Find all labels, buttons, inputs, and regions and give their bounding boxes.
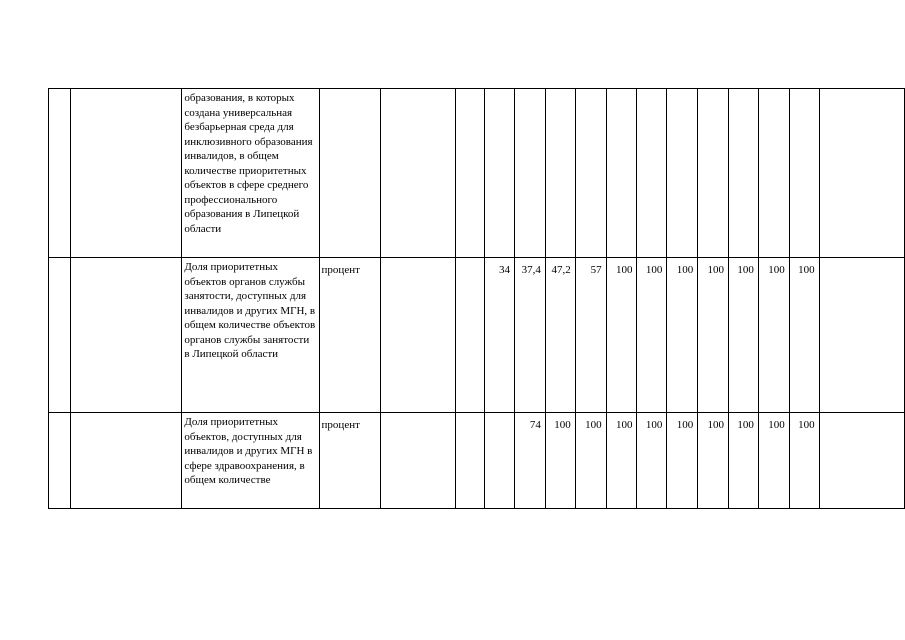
value-cell (381, 258, 456, 413)
value-cell (575, 89, 606, 258)
value-cell (667, 89, 698, 258)
value-cell: 100 (789, 413, 819, 509)
value-cell (758, 89, 789, 258)
table-row (49, 89, 905, 258)
program-cell (70, 258, 182, 413)
value-cell (637, 89, 667, 258)
value-cell: 57 (575, 258, 606, 413)
value-cell: 100 (637, 413, 667, 509)
value-cell (545, 89, 575, 258)
value-cell (455, 413, 485, 509)
value-cell: 74 (514, 413, 545, 509)
value-cell: 100 (729, 413, 759, 509)
value-cell: 100 (606, 413, 637, 509)
value-cell (455, 258, 485, 413)
value-cell (485, 413, 515, 509)
value-cell: 47,2 (545, 258, 575, 413)
value-cell (514, 89, 545, 258)
indicator-name: Доля приоритетных объектов, доступных для инвалидов и других МГН в сфере здравоохранения, в общем количестве (182, 413, 319, 509)
unit-cell (319, 89, 381, 258)
value-cell: 100 (758, 258, 789, 413)
value-cell (455, 89, 485, 258)
unit-cell: процент (319, 413, 381, 509)
value-cell: 100 (789, 258, 819, 413)
program-cell (70, 89, 182, 258)
value-cell (381, 89, 456, 258)
value-cell (819, 89, 904, 258)
value-cell (606, 89, 637, 258)
value-cell (819, 258, 904, 413)
value-cell (789, 89, 819, 258)
table-row (49, 413, 905, 509)
row-number-cell (49, 258, 71, 413)
value-cell: 100 (667, 258, 698, 413)
value-cell (698, 89, 729, 258)
value-cell (729, 89, 759, 258)
value-cell: 100 (545, 413, 575, 509)
value-cell: 100 (606, 258, 637, 413)
unit-cell: процент (319, 258, 381, 413)
value-cell: 100 (729, 258, 759, 413)
value-cell: 100 (575, 413, 606, 509)
row-number-cell (49, 413, 71, 509)
value-cell (485, 89, 515, 258)
value-cell: 37,4 (514, 258, 545, 413)
row-number-cell (49, 89, 71, 258)
value-cell (381, 413, 456, 509)
value-cell: 100 (637, 258, 667, 413)
indicator-name: образования, в которых создана универсальная безбарьерная среда для инклюзивного образования инвалидов, в общем количестве приоритетных объектов в сфере среднего профессионального образования в Липецкой области (182, 89, 319, 258)
program-cell (70, 413, 182, 509)
indicator-table (48, 88, 905, 509)
value-cell: 100 (758, 413, 789, 509)
value-cell (819, 413, 904, 509)
table-row (49, 258, 905, 413)
value-cell: 100 (698, 413, 729, 509)
indicator-name: Доля приоритетных объектов органов службы занятости, доступных для инвалидов и других МГН, в общем количестве объектов органов службы занятости в Липецкой области (182, 258, 319, 413)
value-cell: 100 (667, 413, 698, 509)
value-cell: 100 (698, 258, 729, 413)
value-cell: 34 (485, 258, 515, 413)
